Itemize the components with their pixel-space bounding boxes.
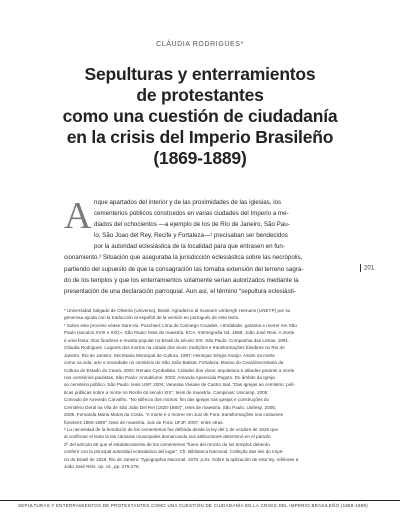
- page-number-text: 201: [364, 265, 375, 272]
- body-line: por la autoridad eclesiástica de la localidad para que entrasen en fun-: [94, 243, 285, 251]
- body-line: cionamiento.² Situación que aseguraba la jurisdicción eclesiástica sobre las necrópolis,: [64, 254, 303, 262]
- footnote-line: ¹ Sobre este proceso véase Sara Hu. Puschael: Lima de Camargo Cruades. «Irmãdade, garantia e morrer em São: [64, 322, 297, 328]
- footnote-line: fúnebres 1850-1890”, tesis de maestría. Juiz de Fora: UFJF. 2007, entre otras.: [64, 419, 224, 425]
- footnote-line: João José Reis. op. cit., pp. 275-276.: [64, 464, 140, 470]
- footnote-line: * Universidad Salgado de Oliveira (Universo), Brasil. Agradezco al museum Umbergh Hernans (UNEYP) por su: [64, 308, 291, 313]
- footnote-line: é uma festa: ritos fúnebres e revolta popular no Brasil do século XIX. São Paulo: Companhia das Letras. 1991.: [64, 337, 290, 343]
- footnote-line: Cemitério Geral na Vila de São João Del Rei (1820-1880)”, tesis de maestría. São Paulo. Unifesp. 2005;: [64, 404, 277, 410]
- body-line: diados del ochocientos —a ejemplo de los de Río de Janeiro, São Pau-: [94, 221, 290, 229]
- drop-cap: A: [64, 195, 92, 237]
- footnote-line: 2005. Fernanda Maria Matos da Costa. “A morte e o morrer em Juiz de Fora: transformações nos costumes: [64, 412, 284, 418]
- footnote-line: conferir con la principal autoridad eclesiástica del lugar”. Cfr. Biblioteca Nacional. Colleção das leis do Impé-: [64, 449, 284, 455]
- page-number: [360, 264, 374, 272]
- footnote-line: rio do Brasil de 1828. Rio de Janeiro: Typographia Nacional. 1878. p.81. Sobre la aplicación de esta ley, refiérase a: [64, 456, 299, 462]
- body-line: partiendo del supuesto de que la consagración las tornaba extensión del terreno sagra-: [64, 265, 304, 273]
- footnotes-block: [64, 307, 347, 471]
- footnote-line: como na vida: arte e sociedade no cemitério de São João Batista. Fortaleza: Museu do Ceará/Secretaria da: [64, 360, 284, 366]
- title-line: Sepulturas y enterramientos: [84, 64, 316, 84]
- title-line: (1869-1889): [153, 148, 247, 168]
- running-footer: SEPULTURAS Y ENTERRAMIENTOS DE PROTESTANTES COMO UNA CUESTIÓN DE CIUDADANÍA EN LA CRISIS DEL IMPERIO BRASILEÑO (1869-1889): [18, 503, 369, 508]
- body-line: nque apartados del interior y de las proximidades de las iglesias, los: [94, 199, 282, 206]
- footnote-line: 2º del artículo 66 que el establecimiento de los cementerios “fuera del recinto de los templos deberán: [64, 441, 270, 447]
- footer-rule: [0, 500, 400, 501]
- footnote-line: Paulo (seculos XVIII e XIX)». São Paulo: tesis de maestría. ECA. Intrmegrafia Ud. 1988; João José Reis. A morte: [64, 330, 295, 336]
- footnote-line: Cláudia Rodrigues. Lugares dos mortos na cidade dos vivos: tradições e transformações fúnebres no Rio de: [64, 345, 285, 351]
- footnote-line: Conrado de Azevedo Carvalho. “No silêncio dos mortos: fim das igrejas nas igrejas e construções do: [64, 397, 270, 403]
- footnote-line: ² La necesidad de la bendición de los cementerios fue definida desde la ley del 1 de octubre de 1828 que: [64, 427, 279, 432]
- body-line: lo, São Joao del Rey, Recife y Fortaleza—¹ precisaban ser bendecidos: [94, 232, 288, 240]
- footnote-line: ticas públicas sobre a morte no Recife do século XIX”, tesis de maestría. Campinas: Unicamp. 2005;: [64, 389, 269, 395]
- title-line: de protestantes: [136, 85, 264, 105]
- body-line: cementerios públicos construidos en varias ciudades del Imperio a me-: [94, 210, 289, 218]
- article-title: [20, 64, 380, 169]
- footnote-line: Janeiro. Rio de Janeiro: Secretaria Municipal de Cultura. 1997; Henrique Sérgio Araújo. Assim na morte: [64, 352, 275, 358]
- body-line: do de los templos y que los enterramientos solamente serían autorizados mediante la: [64, 276, 299, 284]
- title-line: como una cuestión de ciudadanía: [62, 106, 338, 126]
- author-line: CLÁUDIA RODRIGUES*: [156, 41, 244, 48]
- footnote-line: al confirmar el texto la las cámaras municipales demarcando sus atribuciones determinó en el párrafo: [64, 434, 271, 440]
- body-line: presentación de una declaración parroquial. Aun así, el término “sepultura eclesiásti-: [64, 287, 296, 295]
- title-line: en la crisis del Imperio Brasileño: [66, 127, 334, 147]
- page-number-rule: [360, 264, 361, 272]
- footnote-line: generosa ayuda con la traducción al español de la versión en portugués de este texto.: [64, 315, 240, 321]
- body-paragraph: [64, 197, 347, 297]
- footnote-line: ao cemitério público. São Paulo: tesis USP. 2004; Vanessa Viviane de Castro Sial. “Das Igrejas ao cemitério: polí-: [64, 382, 296, 388]
- footnote-line: nos cemitérios paulistas. São Paulo: Annablume. 2002; Amanda Aparecida Pagoto. Do âmbito da Igreja: [64, 374, 275, 380]
- footnote-line: Cultura do Estado do Ceará. 2002; Renato Cymbalista. Cidades dos vivos: arquitetura e atitudes perante a morte: [64, 367, 295, 373]
